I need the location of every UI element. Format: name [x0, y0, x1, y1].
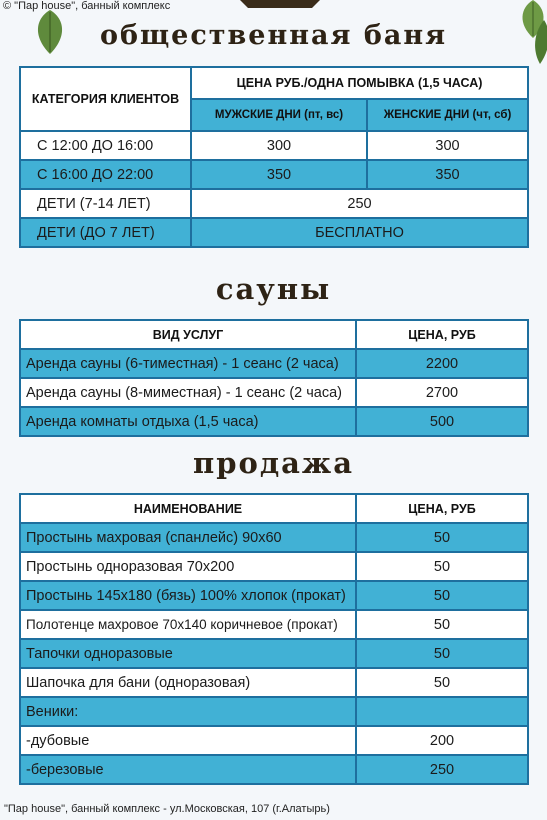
table-row — [20, 160, 528, 189]
table-row — [20, 697, 528, 726]
row-label: ДЕТИ (7-14 ЛЕТ) — [20, 189, 191, 218]
table-row — [20, 349, 528, 378]
item-name: Веники: — [20, 697, 356, 726]
item-name: Шапочка для бани (одноразовая) — [20, 668, 356, 697]
bath-section-title: общественная баня — [99, 20, 448, 51]
table-row — [20, 726, 528, 755]
item-name: Простынь 145х180 (бязь) 100% хлопок (прокат) — [20, 581, 356, 610]
sales-price-table — [19, 493, 529, 785]
roof-ornament-icon — [240, 0, 320, 10]
table-row — [20, 610, 528, 639]
service-name: Аренда комнаты отдыха (1,5 часа) — [20, 407, 356, 436]
table-row — [20, 668, 528, 697]
header-men-days: МУЖСКИЕ ДНИ (пт, вс) — [191, 99, 367, 131]
item-price: 50 — [356, 523, 528, 552]
table-header-row — [20, 320, 528, 349]
saunas-section-title: сауны — [215, 272, 332, 306]
table-row — [20, 378, 528, 407]
item-price: 50 — [356, 610, 528, 639]
item-price: 200 — [356, 726, 528, 755]
row-women-price: 350 — [367, 160, 528, 189]
row-women-price: 300 — [367, 131, 528, 160]
item-name: Простынь одноразовая 70х200 — [20, 552, 356, 581]
item-name: Простынь махровая (спанлейс) 90х60 — [20, 523, 356, 552]
item-price: 250 — [356, 755, 528, 784]
row-label: С 12:00 ДО 16:00 — [20, 131, 191, 160]
service-price: 500 — [356, 407, 528, 436]
table-row — [20, 552, 528, 581]
table-header-row — [20, 494, 528, 523]
item-price — [356, 697, 528, 726]
service-name: Аренда сауны (6-тиместная) - 1 сеанс (2 часа) — [20, 349, 356, 378]
table-row — [20, 639, 528, 668]
service-price: 2700 — [356, 378, 528, 407]
row-label: С 16:00 ДО 22:00 — [20, 160, 191, 189]
header-women-days: ЖЕНСКИЕ ДНИ (чт, сб) — [367, 99, 528, 131]
item-price: 50 — [356, 639, 528, 668]
table-row — [20, 581, 528, 610]
item-name: -березовые — [20, 755, 356, 784]
item-price: 50 — [356, 668, 528, 697]
header-price: ЦЕНА, РУБ — [356, 320, 528, 349]
row-price: 250 — [191, 189, 528, 218]
footer-address: "Пар house", банный комплекс - ул.Московская, 107 (г.Алатырь) — [4, 803, 330, 815]
table-row — [20, 523, 528, 552]
table-row — [20, 218, 528, 247]
row-label: ДЕТИ (ДО 7 ЛЕТ) — [20, 218, 191, 247]
row-men-price: 350 — [191, 160, 367, 189]
bath-price-table — [19, 66, 529, 248]
table-row — [20, 407, 528, 436]
row-price: БЕСПЛАТНО — [191, 218, 528, 247]
row-men-price: 300 — [191, 131, 367, 160]
table-row — [20, 755, 528, 784]
item-price: 50 — [356, 552, 528, 581]
item-name: -дубовые — [20, 726, 356, 755]
sales-section-title: продажа — [192, 446, 355, 480]
header-price: ЦЕНА, РУБ — [356, 494, 528, 523]
copyright-text: © "Пар house", банный комплекс — [3, 0, 171, 12]
service-price: 2200 — [356, 349, 528, 378]
item-name: Полотенце махровое 70х140 коричневое (прокат) — [20, 610, 356, 639]
item-price: 50 — [356, 581, 528, 610]
header-name: НАИМЕНОВАНИЕ — [20, 494, 356, 523]
header-price: ЦЕНА РУБ./ОДНА ПОМЫВКА (1,5 ЧАСА) — [191, 67, 528, 99]
table-header-row — [20, 67, 528, 99]
table-row — [20, 131, 528, 160]
item-name: Тапочки одноразовые — [20, 639, 356, 668]
saunas-price-table — [19, 319, 529, 437]
header-service: ВИД УСЛУГ — [20, 320, 356, 349]
header-category: КАТЕГОРИЯ КЛИЕНТОВ — [20, 67, 191, 131]
table-row — [20, 189, 528, 218]
service-name: Аренда сауны (8-миместная) - 1 сеанс (2 часа) — [20, 378, 356, 407]
